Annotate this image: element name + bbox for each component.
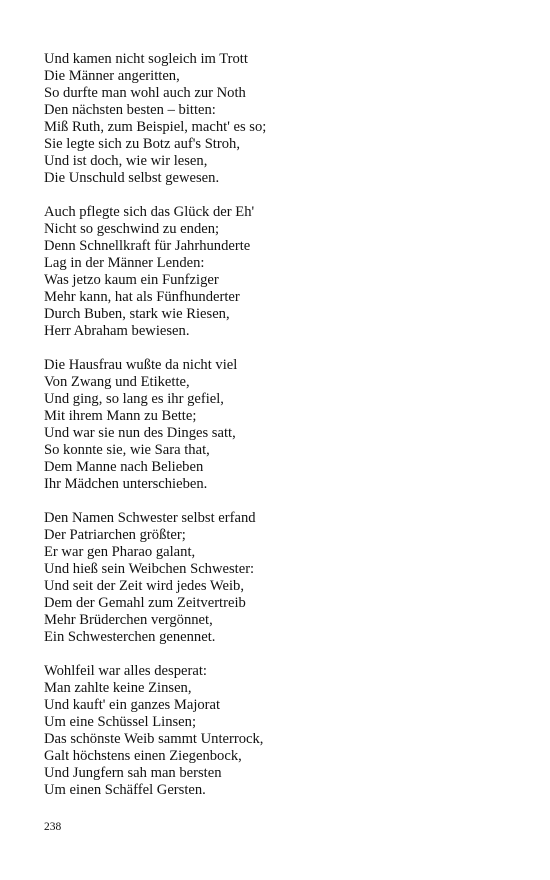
- verse-line: Durch Buben, stark wie Riesen,: [44, 306, 230, 322]
- verse-line: Herr Abraham bewiesen.: [44, 323, 190, 339]
- verse-line: Und kauft' ein ganzes Majorat: [44, 697, 221, 713]
- verse-line: Der Patriarchen größter;: [44, 527, 186, 543]
- verse-line: Das schönste Weib sammt Unterrock,: [44, 731, 264, 747]
- verse-line: Die Männer angeritten,: [44, 68, 180, 84]
- stanza-2: [44, 204, 514, 340]
- verse-line: Lag in der Männer Lenden:: [44, 255, 205, 271]
- verse-line: Er war gen Pharao galant,: [44, 544, 196, 560]
- verse-line: Ihr Mädchen unterschieben.: [44, 476, 208, 492]
- verse-line: Nicht so geschwind zu enden;: [44, 221, 220, 237]
- stanza-5: [44, 663, 514, 799]
- verse-line: Und war sie nun des Dinges satt,: [44, 425, 236, 441]
- verse-line: Wohlfeil war alles desperat:: [44, 663, 207, 679]
- verse-line: Was jetzo kaum ein Funfziger: [44, 272, 219, 288]
- verse-line: Und Jungfern sah man bersten: [44, 765, 222, 781]
- verse-line: Mit ihrem Mann zu Bette;: [44, 408, 197, 424]
- verse-line: Mehr Brüderchen vergönnet,: [44, 612, 213, 628]
- stanza-1: [44, 51, 514, 187]
- verse-line: Die Hausfrau wußte da nicht viel: [44, 357, 238, 373]
- verse-line: Die Unschuld selbst gewesen.: [44, 170, 220, 186]
- page-number: 238: [44, 821, 62, 833]
- verse-line: Auch pflegte sich das Glück der Eh': [44, 204, 255, 220]
- verse-line: Man zahlte keine Zinsen,: [44, 680, 192, 696]
- stanza-4: [44, 510, 514, 646]
- verse-line: Und seit der Zeit wird jedes Weib,: [44, 578, 244, 594]
- poem-text: [44, 51, 514, 816]
- verse-line: Sie legte sich zu Botz auf's Stroh,: [44, 136, 240, 152]
- verse-line: Und kamen nicht sogleich im Trott: [44, 51, 248, 67]
- verse-line: Mehr kann, hat als Fünfhunderter: [44, 289, 240, 305]
- verse-line: Um einen Schäffel Gersten.: [44, 782, 206, 798]
- verse-line: Von Zwang und Etikette,: [44, 374, 190, 390]
- verse-line: Den nächsten besten – bitten:: [44, 102, 216, 118]
- verse-line: Miß Ruth, zum Beispiel, macht' es so;: [44, 119, 267, 135]
- verse-line: Galt höchstens einen Ziegenbock,: [44, 748, 242, 764]
- verse-line: Dem der Gemahl zum Zeitvertreib: [44, 595, 246, 611]
- stanza-3: [44, 357, 514, 493]
- verse-line: Ein Schwesterchen genennet.: [44, 629, 216, 645]
- verse-line: Und ging, so lang es ihr gefiel,: [44, 391, 224, 407]
- verse-line: Denn Schnellkraft für Jahrhunderte: [44, 238, 251, 254]
- verse-line: Um eine Schüssel Linsen;: [44, 714, 196, 730]
- verse-line: Und ist doch, wie wir lesen,: [44, 153, 208, 169]
- verse-line: Dem Manne nach Belieben: [44, 459, 204, 475]
- verse-line: Und hieß sein Weibchen Schwester:: [44, 561, 255, 577]
- verse-line: So durfte man wohl auch zur Noth: [44, 85, 246, 101]
- verse-line: Den Namen Schwester selbst erfand: [44, 510, 256, 526]
- verse-line: So konnte sie, wie Sara that,: [44, 442, 210, 458]
